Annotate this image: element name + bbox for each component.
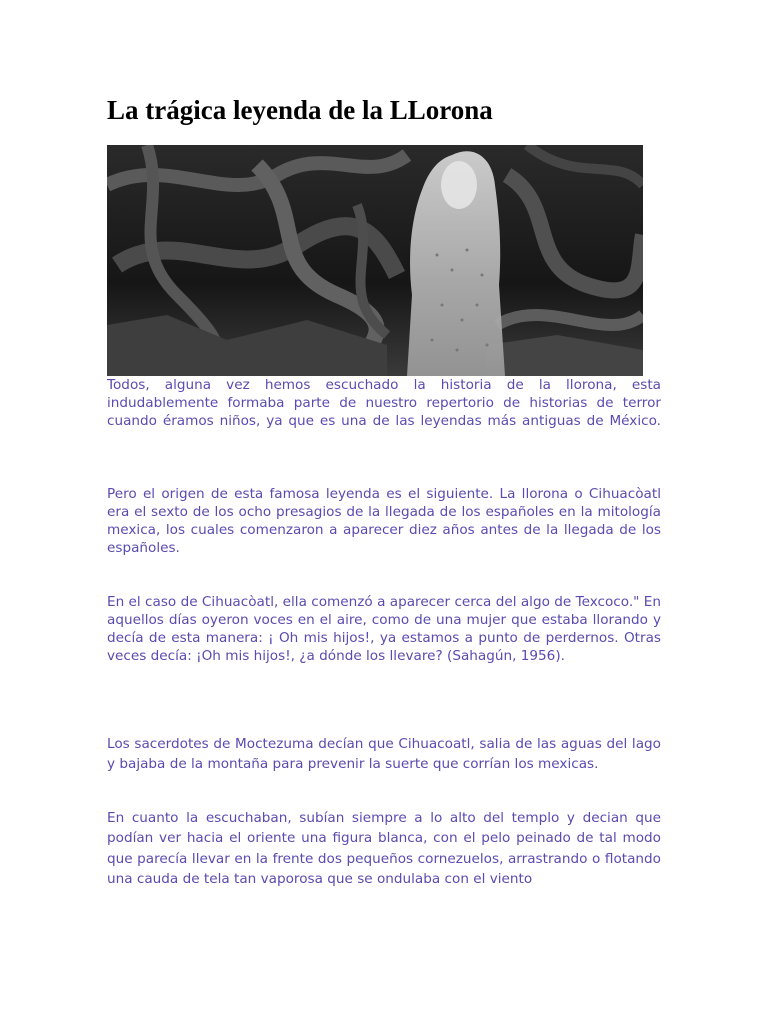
- paragraph-templo: En cuanto la escuchaban, subían siempre a lo alto del templo y decian que podían ver hacia el oriente una figura blanca, con el pelo peinado de tal modo que parecía llevar en la frente dos pequeños cornezuelos, arrastrando o flotando una cauda de tela tan vaporosa que se ondulaba con el viento: [107, 810, 661, 888]
- paragraph-cihuacoatl: En el caso de Cihuacòatl, ella comenzó a aparecer cerca del algo de Texcoco." En aquellos días oyeron voces en el aire, como de una mujer que estaba llorando y decía de esta manera: ¡ Oh mis hijos!, ya estamos a punto de perdernos. Otras veces decía: ¡Oh mis hijos!, ¿a dónde los llevare? (Sahagún, 1956).: [107, 594, 661, 665]
- paragraph-sacerdotes: Los sacerdotes de Moctezuma decían que Cihuacoatl, salia de las aguas del lago y bajaba de la montaña para prevenir la suerte que corrían los mexicas.: [107, 736, 661, 773]
- llorona-photo: [107, 145, 643, 376]
- paragraph-intro: Todos, alguna vez hemos escuchado la historia de la llorona, esta indudablemente formaba parte de nuestro repertorio de historias de terror cuando éramos niños, ya que es una de las leyendas más antiguas de México.: [107, 377, 661, 430]
- page-title: La trágica leyenda de la LLorona: [107, 95, 493, 125]
- paragraph-origin: Pero el origen de esta famosa leyenda es el siguiente. La llorona o Cihuacòatl era el sexto de los ocho presagios de la llegada de los españoles en la mitología mexica, los cuales comenzaron a aparecer diez años antes de la llegada de los españoles.: [107, 486, 661, 557]
